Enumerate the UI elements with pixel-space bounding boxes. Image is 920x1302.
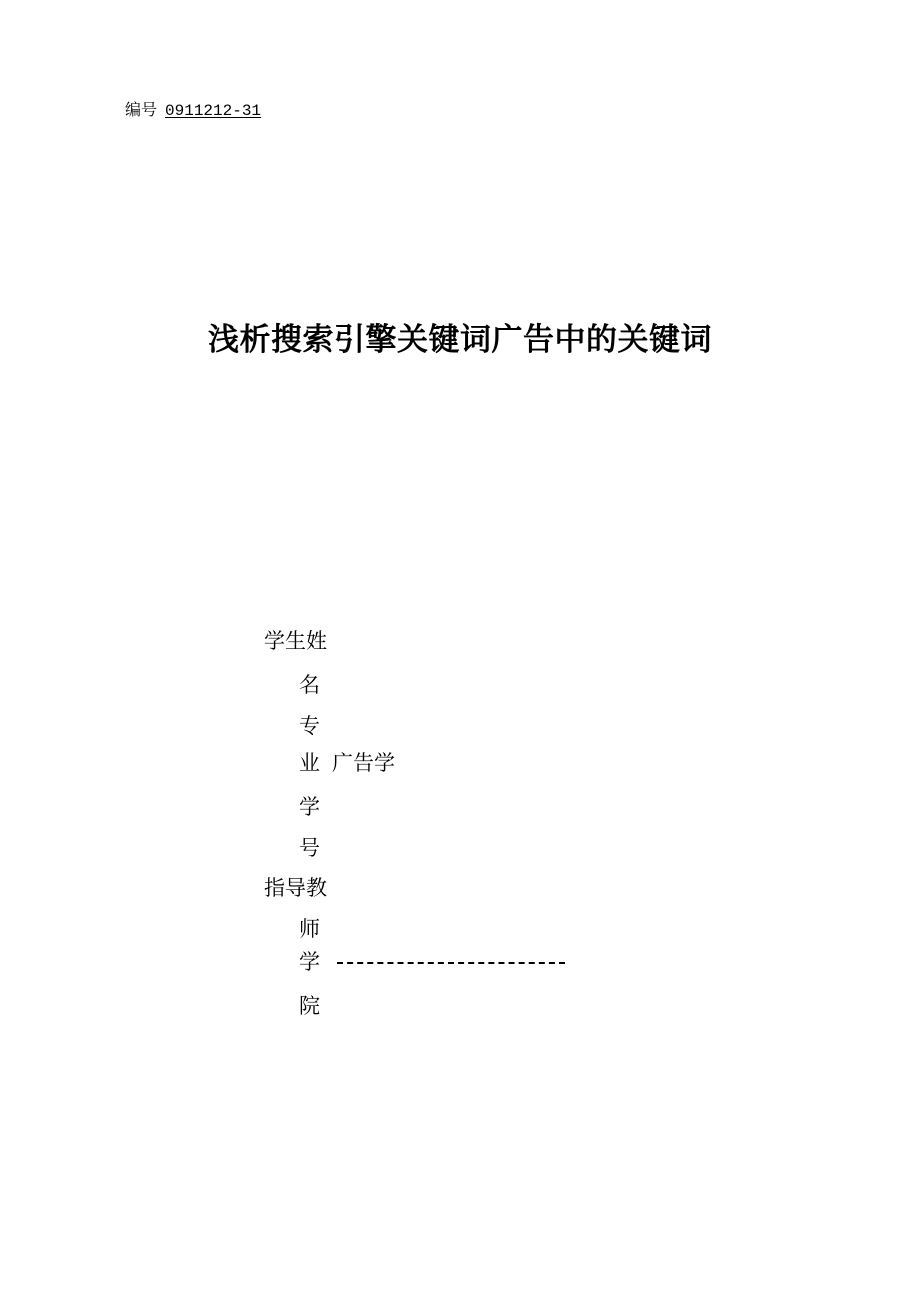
major-value: 广告学 <box>332 751 395 775</box>
student-id-label-line2: 号 <box>299 836 320 860</box>
serial-number-line <box>125 99 261 122</box>
college-label-line1: 学 <box>299 950 320 974</box>
advisor-label-line1: 指导教 <box>264 876 327 900</box>
college-blank-line <box>337 962 565 964</box>
major-label-line2: 业 <box>299 751 320 775</box>
advisor-label-line2: 师 <box>299 917 320 941</box>
major-row <box>299 749 395 777</box>
student-name-label-line2: 名 <box>299 673 320 697</box>
college-label-line2: 院 <box>299 994 320 1018</box>
major-label-line1: 专 <box>299 714 320 738</box>
student-id-label-line1: 学 <box>299 795 320 819</box>
serial-number: 0911212-31 <box>165 102 262 120</box>
student-name-label-line1: 学生姓 <box>264 629 327 653</box>
serial-label: 编号 <box>125 100 158 119</box>
document-title: 浅析搜索引擎关键词广告中的关键词 <box>208 322 712 358</box>
